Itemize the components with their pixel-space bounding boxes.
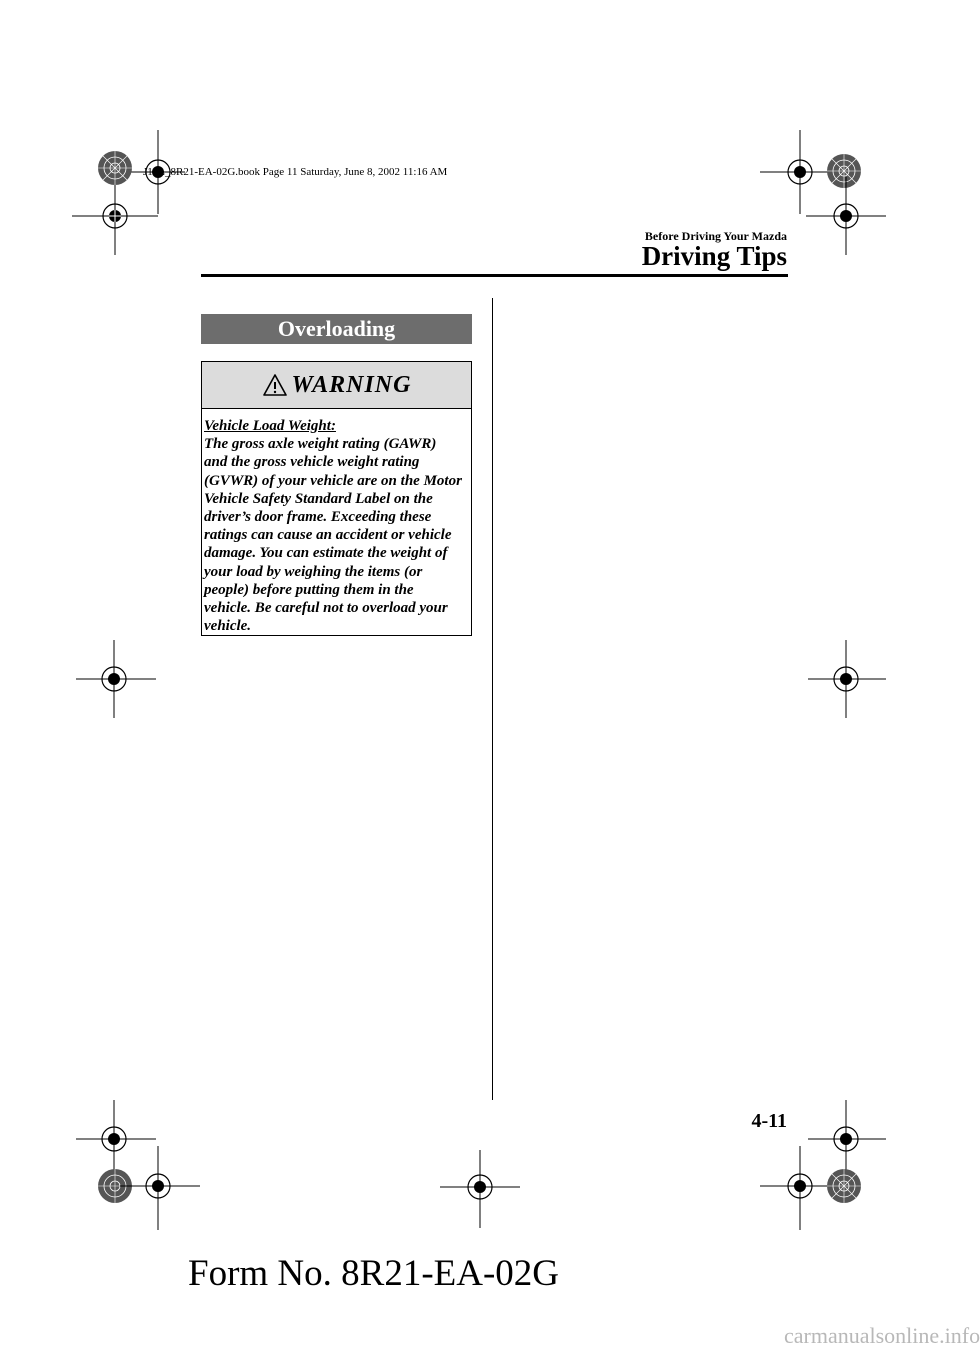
form-number: Form No. 8R21-EA-02G [188,1253,560,1294]
section-title: Driving Tips [641,241,787,271]
registration-mark-starburst-icon [97,150,133,186]
header-rule [201,274,788,277]
warning-triangle-icon [262,373,288,397]
chapter-title: Before Driving Your Mazda [644,229,787,243]
warning-subheading: Vehicle Load Weight: [204,418,336,434]
registration-mark-crosshair-icon [808,640,886,718]
warning-text: The gross axle weight rating (GAWR) and the gross vehicle weight rating (GVWR) of your vehicle are on the Motor Vehicle Safety Standard Label on the driver’s door frame. Exceeding these ratings can cause an accident or vehicle damage. You can estimate the weight of your load by weighing the items (or people) before putting them in the vehicle. Be careful not to overload your vehicle. [204,436,462,635]
warning-header [202,362,471,409]
overloading-banner: Overloading [201,314,472,344]
warning-title: WARNING [291,371,412,398]
registration-mark-crosshair-icon [76,640,156,718]
registration-mark-crosshair-icon [440,1150,520,1228]
registration-mark-crosshair-icon [806,177,886,255]
book-slug-line: J16L_8R21-EA-02G.book Page 11 Saturday, June 8, 2002 11:16 AM [143,166,448,178]
registration-mark-starburst-icon [826,1168,862,1204]
warning-box [201,361,472,636]
page-number: 4-11 [751,1110,787,1132]
registration-mark-crosshair-icon [120,1146,200,1230]
warning-body [202,409,471,635]
column-divider [492,298,493,1100]
site-watermark: carmanualsonline.info [784,1323,980,1348]
